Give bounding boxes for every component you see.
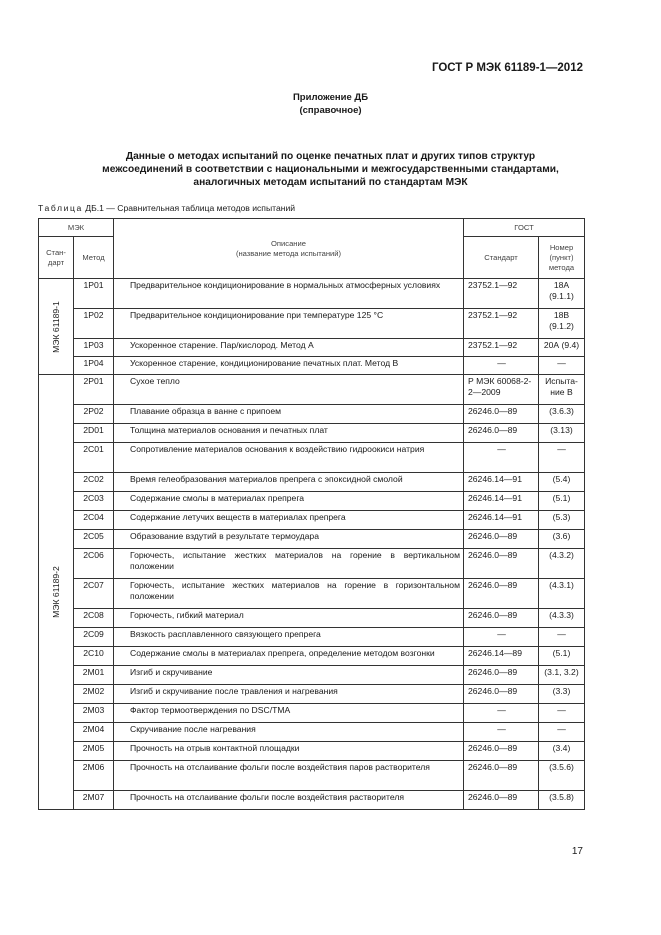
method-code: 2M06 (74, 761, 114, 791)
method-code: 2C03 (74, 492, 114, 511)
gost-standard: 23752.1—92 (464, 279, 539, 309)
method-code: 2P01 (74, 375, 114, 405)
annex-title: Приложение ДБ (292, 92, 369, 103)
header-description-sub: (название метода испытаний) (235, 248, 342, 258)
method-description: Фактор термоотверждения по DSC/TMA (114, 704, 464, 723)
group2-label: МЭК 61189-2 (50, 566, 61, 618)
header-method-number: Номер (пункт) метода (539, 237, 585, 279)
method-code: 1P01 (74, 279, 114, 309)
group2-label-cell (39, 375, 74, 810)
method-description: Ускоренное старение, кондиционирование печатных плат. Метод В (114, 357, 464, 375)
page-number: 17 (571, 846, 583, 857)
gost-method-number: (3.6.3) (539, 405, 585, 424)
gost-method-number: — (539, 628, 585, 647)
method-description: Горючесть, гибкий материал (114, 609, 464, 628)
title-line-2: межсоединений в соответствии с национальными и межгосударственными стандартами, (102, 164, 559, 175)
table-row (39, 666, 585, 685)
section-title (60, 150, 601, 189)
table-row (39, 628, 585, 647)
method-code: 2C01 (74, 443, 114, 473)
gost-method-number: (5.1) (539, 492, 585, 511)
method-description: Содержание смолы в материалах препрега (114, 492, 464, 511)
annex-heading (0, 91, 661, 117)
method-description: Сопротивление материалов основания к воздействию гидроокиси натрия (114, 443, 464, 473)
gost-method-number: Испыта-ние В (539, 375, 585, 405)
gost-standard: 23752.1—92 (464, 339, 539, 357)
method-description: Ускоренное старение. Пар/кислород. Метод А (114, 339, 464, 357)
title-line-1: Данные о методах испытаний по оценке печатных плат и других типов структур (125, 151, 536, 162)
method-description: Предварительное кондиционирование при температуре 125 °С (114, 309, 464, 339)
method-code: 1P02 (74, 309, 114, 339)
gost-method-number: — (539, 357, 585, 375)
table-row (39, 609, 585, 628)
gost-method-number: — (539, 723, 585, 742)
method-code: 2P02 (74, 405, 114, 424)
method-description: Прочность на отрыв контактной площадки (114, 742, 464, 761)
method-code: 2C05 (74, 530, 114, 549)
method-code: 2M07 (74, 791, 114, 810)
method-code: 2M05 (74, 742, 114, 761)
table-row (39, 473, 585, 492)
table-caption-prefix: Таблица (38, 203, 83, 213)
gost-standard: 26246.0—89 (464, 685, 539, 704)
gost-method-number: (3.4) (539, 742, 585, 761)
method-description: Содержание летучих веществ в материалах препрега (114, 511, 464, 530)
gost-standard: 26246.0—89 (464, 424, 539, 443)
gost-method-number: — (539, 704, 585, 723)
gost-standard: — (464, 443, 539, 473)
header-description (114, 219, 464, 279)
table-row (39, 492, 585, 511)
table-row (39, 723, 585, 742)
table-row (39, 511, 585, 530)
header-gost-standard: Стандарт (464, 237, 539, 279)
table-row (39, 309, 585, 339)
table-row (39, 375, 585, 405)
table-row (39, 791, 585, 810)
document-header: ГОСТ Р МЭК 61189-1—2012 (431, 62, 583, 74)
gost-method-number: (3.13) (539, 424, 585, 443)
table-row (39, 704, 585, 723)
gost-standard: 26246.0—89 (464, 761, 539, 791)
gost-method-number: (5.1) (539, 647, 585, 666)
method-description: Образование вздутий в результате термоудара (114, 530, 464, 549)
gost-method-number: (5.4) (539, 473, 585, 492)
gost-standard: 26246.14—91 (464, 473, 539, 492)
header-mek: МЭК (39, 219, 114, 237)
gost-standard: 26246.0—89 (464, 530, 539, 549)
gost-standard: 26246.0—89 (464, 405, 539, 424)
method-description: Прочность на отслаивание фольги после воздействия паров растворителя (114, 761, 464, 791)
gost-method-number: (3.6) (539, 530, 585, 549)
gost-standard: 26246.0—89 (464, 742, 539, 761)
table-row (39, 405, 585, 424)
gost-standard: 26246.14—89 (464, 647, 539, 666)
gost-standard: — (464, 628, 539, 647)
method-code: 2M01 (74, 666, 114, 685)
gost-method-number: — (539, 443, 585, 473)
gost-standard: — (464, 704, 539, 723)
gost-standard: 26246.0—89 (464, 609, 539, 628)
gost-method-number: (3.5.6) (539, 761, 585, 791)
table-row (39, 530, 585, 549)
gost-standard: — (464, 357, 539, 375)
annex-subtitle: (справочное) (299, 105, 362, 116)
gost-standard: 23752.1—92 (464, 309, 539, 339)
gost-method-number: (3.3) (539, 685, 585, 704)
method-description: Изгиб и скручивание (114, 666, 464, 685)
method-code: 2C09 (74, 628, 114, 647)
table-caption-text: ДБ.1 — Сравнительная таблица методов испытаний (82, 203, 296, 213)
method-description: Содержание смолы в материалах препрега, определение методом возгонки (114, 647, 464, 666)
method-code: 1P03 (74, 339, 114, 357)
header-method: Метод (74, 237, 114, 279)
gost-method-number: (3.5.8) (539, 791, 585, 810)
method-description: Горючесть, испытание жестких материалов на горение в вертикальном положении (114, 549, 464, 579)
group1-label-cell (39, 279, 74, 375)
header-description-title: Описание (271, 238, 306, 248)
table-row (39, 647, 585, 666)
method-description: Плавание образца в ванне с припоем (114, 405, 464, 424)
method-code: 2C10 (74, 647, 114, 666)
table-row (39, 279, 585, 309)
table-row (39, 549, 585, 579)
gost-standard: — (464, 723, 539, 742)
gost-method-number: 18В (9.1.2) (539, 309, 585, 339)
gost-method-number: (4.3.2) (539, 549, 585, 579)
method-code: 2C08 (74, 609, 114, 628)
gost-standard: 26246.0—89 (464, 579, 539, 609)
gost-method-number: (5.3) (539, 511, 585, 530)
method-code: 2C07 (74, 579, 114, 609)
gost-standard: 26246.0—89 (464, 791, 539, 810)
method-description: Сухое тепло (114, 375, 464, 405)
method-code: 2C06 (74, 549, 114, 579)
table-row (39, 685, 585, 704)
method-code: 2M04 (74, 723, 114, 742)
table-row (39, 742, 585, 761)
method-code: 2M03 (74, 704, 114, 723)
table-row (39, 357, 585, 375)
table-row (39, 761, 585, 791)
header-gost: ГОСТ (464, 219, 585, 237)
table-row (39, 443, 585, 473)
method-code: 2C04 (74, 511, 114, 530)
gost-method-number: 18А (9.1.1) (539, 279, 585, 309)
gost-standard: 26246.0—89 (464, 549, 539, 579)
header-standard: Стан-дарт (39, 237, 74, 279)
method-code: 2C02 (74, 473, 114, 492)
gost-method-number: (3.1, 3.2) (539, 666, 585, 685)
gost-method-number: (4.3.1) (539, 579, 585, 609)
title-line-3: аналогичных методам испытаний по стандартам МЭК (193, 177, 468, 188)
method-description: Скручивание после нагревания (114, 723, 464, 742)
method-description: Изгиб и скручивание после травления и нагревания (114, 685, 464, 704)
gost-method-number: 20А (9.4) (539, 339, 585, 357)
method-code: 2M02 (74, 685, 114, 704)
table-caption (38, 203, 295, 213)
table-row (39, 579, 585, 609)
comparison-table (38, 218, 585, 810)
group1-label: МЭК 61189-1 (50, 300, 61, 353)
method-description: Толщина материалов основания и печатных плат (114, 424, 464, 443)
gost-standard: Р МЭК 60068-2-2—2009 (464, 375, 539, 405)
method-code: 1P04 (74, 357, 114, 375)
method-description: Прочность на отслаивание фольги после воздействия растворителя (114, 791, 464, 810)
table-row (39, 339, 585, 357)
method-description: Горючесть, испытание жестких материалов на горение в горизонтальном положении (114, 579, 464, 609)
method-description: Время гелеобразования материалов препрега с эпоксидной смолой (114, 473, 464, 492)
gost-method-number: (4.3.3) (539, 609, 585, 628)
gost-standard: 26246.14—91 (464, 511, 539, 530)
gost-standard: 26246.0—89 (464, 666, 539, 685)
table-row (39, 424, 585, 443)
gost-standard: 26246.14—91 (464, 492, 539, 511)
method-description: Предварительное кондиционирование в нормальных атмосферных условиях (114, 279, 464, 309)
method-description: Вязкость расплавленного связующего препрега (114, 628, 464, 647)
method-code: 2D01 (74, 424, 114, 443)
